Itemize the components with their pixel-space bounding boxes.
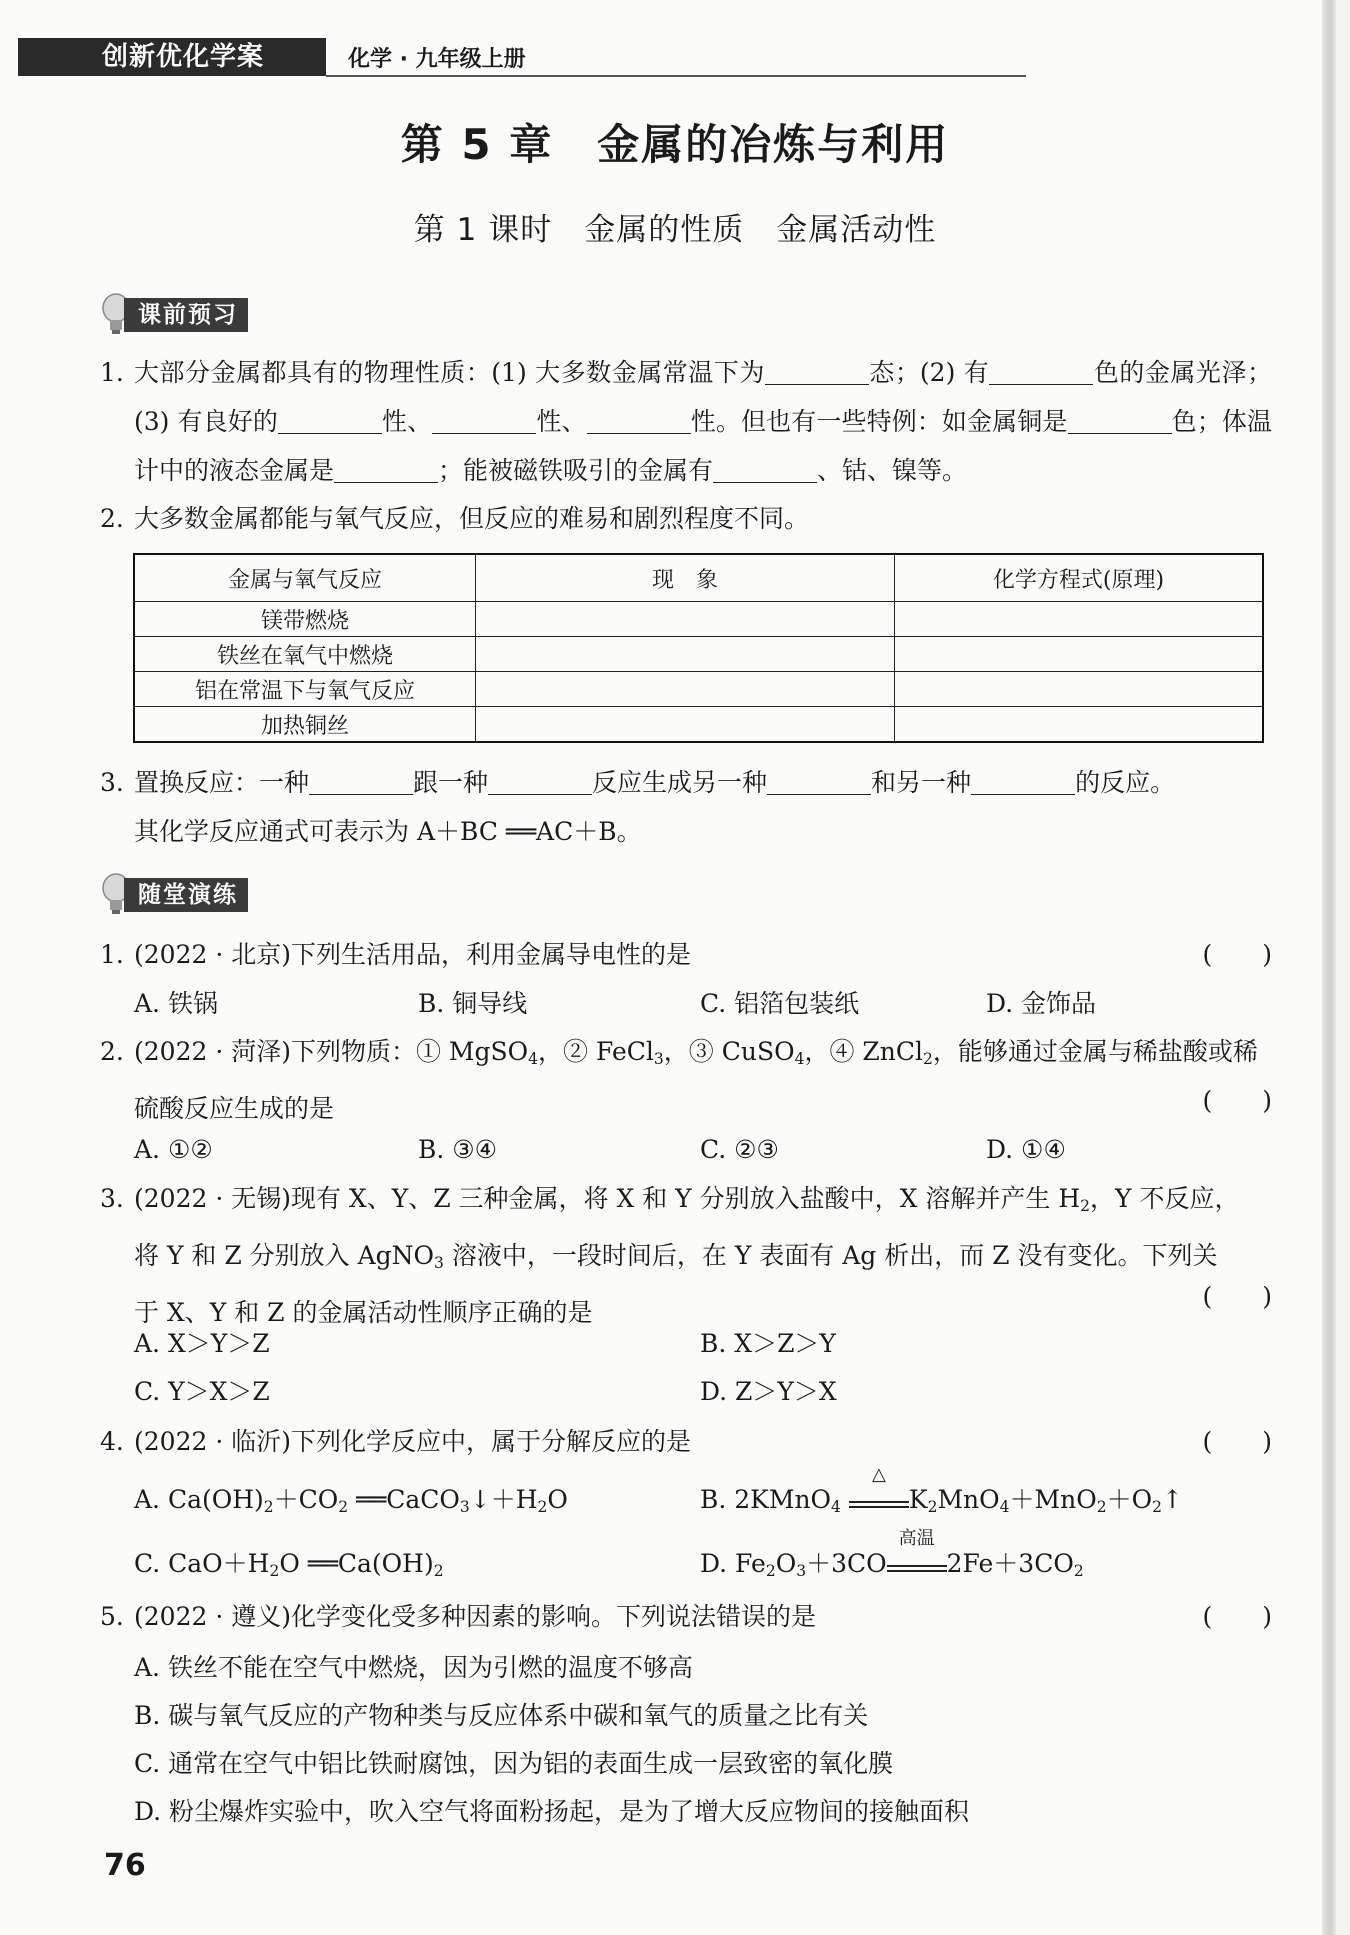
table-header: 现 象	[476, 554, 895, 602]
option-d[interactable]: D. Z＞Y＞X	[700, 1377, 837, 1406]
reaction-table	[133, 553, 1264, 743]
text-segment: (2022 · 无锡)现有 X、Y、Z 三种金属，将 X 和 Y 分别放入盐酸中，X 溶解并产生 H	[134, 1184, 1081, 1213]
answer-blank[interactable]	[432, 403, 536, 434]
text-segment: 溶液中，一段时间后，在 Y 表面有 Ag 析出，而 Z 没有变化。下列关	[443, 1240, 1218, 1270]
lesson-title: 第 1 课时 金属的性质 金属活动性	[413, 212, 937, 248]
answer-blank[interactable]	[1068, 403, 1172, 434]
practice-question-1	[100, 930, 1272, 979]
answer-blank[interactable]	[713, 452, 817, 483]
text-segment: ，④ ZnCl	[804, 1037, 923, 1066]
subscript: 2	[923, 1049, 933, 1068]
table-row	[134, 637, 1263, 672]
text-segment: 态；(2) 有	[868, 358, 990, 387]
option-b[interactable]: B. 2KMnO$_4$ △ $K_2MnO_4+MnO_2+O_2↑$	[700, 1464, 1183, 1516]
option-b[interactable]: B. ③④	[418, 1135, 498, 1164]
question-stem: (2022 · 北京)下列生活用品，利用金属导电性的是	[134, 940, 691, 969]
answer-blank[interactable]	[767, 764, 871, 795]
option-d[interactable]: D. ①④	[986, 1135, 1066, 1164]
subscript: 4	[794, 1049, 805, 1068]
page-number: 76	[104, 1848, 146, 1883]
answer-blank[interactable]	[334, 452, 438, 483]
question-number: 3.	[100, 768, 124, 797]
preview-question-3	[100, 758, 1272, 856]
answer-blank[interactable]	[765, 354, 869, 385]
text-segment: 置换反应：一种	[134, 768, 310, 797]
subscript: 4	[528, 1049, 539, 1068]
text-segment: ，能够通过金属与稀盐酸或稀	[932, 1037, 1258, 1066]
option-a[interactable]: A. 铁锅	[134, 989, 218, 1018]
answer-blank[interactable]	[278, 403, 382, 434]
table-row	[134, 707, 1263, 743]
practice-question-3	[100, 1174, 1272, 1337]
heat-condition: △	[871, 1464, 886, 1485]
subscript: 3	[653, 1049, 664, 1068]
text-segment: 的反应。	[1075, 768, 1176, 797]
brand-logo	[18, 38, 326, 76]
option-b[interactable]: B. 铜导线	[418, 989, 528, 1018]
answer-paren[interactable]: ( )	[1202, 1086, 1272, 1115]
question-number: 2.	[100, 504, 124, 533]
question-number: 2.	[100, 1037, 124, 1066]
text-segment: ，② FeCl	[538, 1037, 654, 1066]
running-header	[18, 38, 1028, 78]
question-number: 3.	[100, 1184, 124, 1213]
practice-question-5	[100, 1592, 1272, 1641]
general-formula: 其化学反应通式可表示为 A＋BC ══AC＋B。	[134, 817, 642, 846]
preview-question-1	[100, 348, 1272, 495]
subscript: 3	[434, 1253, 444, 1272]
text-segment: ，③ CuSO	[663, 1037, 795, 1066]
text-segment: 跟一种	[413, 768, 489, 797]
text-segment: 性。但也有一些特例：如金属铜是	[690, 407, 1068, 436]
answer-blank[interactable]	[309, 764, 413, 795]
answer-paren[interactable]: ( )	[1202, 1282, 1272, 1311]
text-segment: 硫酸反应生成的是	[134, 1093, 335, 1123]
text-segment: 于 X、Y 和 Z 的金属活动性顺序正确的是	[134, 1297, 593, 1327]
answer-cell[interactable]	[895, 602, 1264, 637]
option-a[interactable]: A. 铁丝不能在空气中燃烧，因为引燃的温度不够高	[134, 1653, 693, 1682]
option-b[interactable]: B. X＞Z＞Y	[700, 1329, 836, 1358]
option-c[interactable]: C. Y＞X＞Z	[134, 1377, 270, 1406]
question-number: 5.	[100, 1602, 124, 1631]
table-row	[134, 602, 1263, 637]
brand-text: 创新优化学案	[102, 42, 265, 72]
option-a[interactable]: A. ①②	[134, 1135, 213, 1164]
text-segment: (2022 · 菏泽)下列物质：① MgSO	[134, 1037, 529, 1066]
option-b[interactable]: B. 碳与氧气反应的产物种类与反应体系中碳和氧气的质量之比有关	[134, 1701, 869, 1730]
practice-question-2	[100, 1027, 1272, 1133]
table-cell: 铝在常温下与氧气反应	[134, 672, 476, 707]
section-label: 随堂演练	[124, 878, 248, 912]
option-c[interactable]: C. 铝箔包装纸	[700, 989, 860, 1018]
text-segment: 将 Y 和 Z 分别放入 AgNO	[134, 1240, 435, 1270]
text-segment: 反应生成另一种	[592, 768, 768, 797]
option-c[interactable]: C. 通常在空气中铝比铁耐腐蚀，因为铝的表面生成一层致密的氧化膜	[134, 1749, 894, 1778]
answer-cell[interactable]	[476, 707, 895, 743]
option-c[interactable]: C. ②③	[700, 1135, 779, 1164]
practice-question-4	[100, 1417, 1272, 1466]
answer-blank[interactable]	[989, 354, 1093, 385]
question-number: 1.	[100, 940, 124, 969]
question-stem: (2022 · 遵义)化学变化受多种因素的影响。下列说法错误的是	[134, 1602, 816, 1631]
option-a[interactable]: A. $Ca(OH)_2+CO_2$ $══CaCO_3↓+H_2O$	[134, 1485, 568, 1516]
text-segment: 性、	[536, 407, 587, 436]
question-text: 大多数金属都能与氧气反应，但反应的难易和剧烈程度不同。	[134, 504, 810, 533]
table-cell: 镁带燃烧	[134, 602, 476, 637]
answer-blank[interactable]	[587, 403, 691, 434]
question-stem: (2022 · 临沂)下列化学反应中，属于分解反应的是	[134, 1427, 691, 1456]
table-header: 金属与氧气反应	[134, 554, 476, 602]
subscript: 2	[1080, 1196, 1090, 1215]
option-d[interactable]: D. 粉尘爆炸实验中，吹入空气将面粉扬起，是为了增大反应物间的接触面积	[134, 1797, 970, 1826]
table-header: 化学方程式(原理)	[895, 554, 1264, 602]
answer-blank[interactable]	[971, 764, 1075, 795]
preview-question-2	[100, 494, 1272, 543]
question-number: 1.	[100, 358, 124, 387]
high-temp-condition: 高温	[898, 1528, 935, 1549]
answer-blank[interactable]	[488, 764, 592, 795]
text-segment: 大部分金属都具有的物理性质：(1) 大多数金属常温下为	[134, 358, 765, 387]
text-segment: 性、	[381, 407, 433, 436]
text-segment: 和另一种	[871, 768, 972, 797]
header-subject: 化学 · 九年级上册	[348, 47, 526, 72]
option-d[interactable]: D. 金饰品	[986, 989, 1097, 1018]
answer-paren[interactable]: ( )	[1202, 1427, 1272, 1456]
text-segment: 色的金属光泽；(3) 有良好的	[134, 358, 1272, 436]
table-header-row	[134, 554, 1263, 602]
option-c[interactable]: C. $CaO+H_2O$ $══Ca(OH)_2$	[134, 1549, 444, 1580]
chapter-title: 第 5 章 金属的冶炼与利用	[400, 120, 950, 169]
answer-cell[interactable]	[895, 637, 1264, 672]
answer-paren[interactable]: ( )	[1202, 1602, 1272, 1631]
option-d[interactable]: D. $Fe_2O_3+3CO$ 高温 $2Fe+3CO_2$	[700, 1528, 1084, 1580]
table-row	[134, 672, 1263, 707]
answer-cell[interactable]	[476, 637, 895, 672]
table-cell: 铁丝在氧气中燃烧	[134, 637, 476, 672]
answer-cell[interactable]	[895, 672, 1264, 707]
text-segment: 、钴、镍等。	[817, 456, 968, 485]
answer-cell[interactable]	[476, 602, 895, 637]
answer-cell[interactable]	[895, 707, 1264, 743]
question-number: 4.	[100, 1427, 124, 1456]
text-segment: ，Y 不反应，	[1090, 1184, 1240, 1213]
answer-paren[interactable]: ( )	[1202, 940, 1272, 969]
section-label: 课前预习	[124, 298, 248, 332]
option-a[interactable]: A. X＞Y＞Z	[134, 1329, 270, 1358]
page-edge	[1322, 0, 1336, 1935]
header-rule	[326, 75, 1026, 77]
answer-cell[interactable]	[476, 672, 895, 707]
table-cell: 加热铜丝	[134, 707, 476, 743]
text-segment: 色；体温计中的液态金属是	[134, 407, 1272, 485]
text-segment: ；能被磁铁吸引的金属有	[438, 456, 714, 485]
